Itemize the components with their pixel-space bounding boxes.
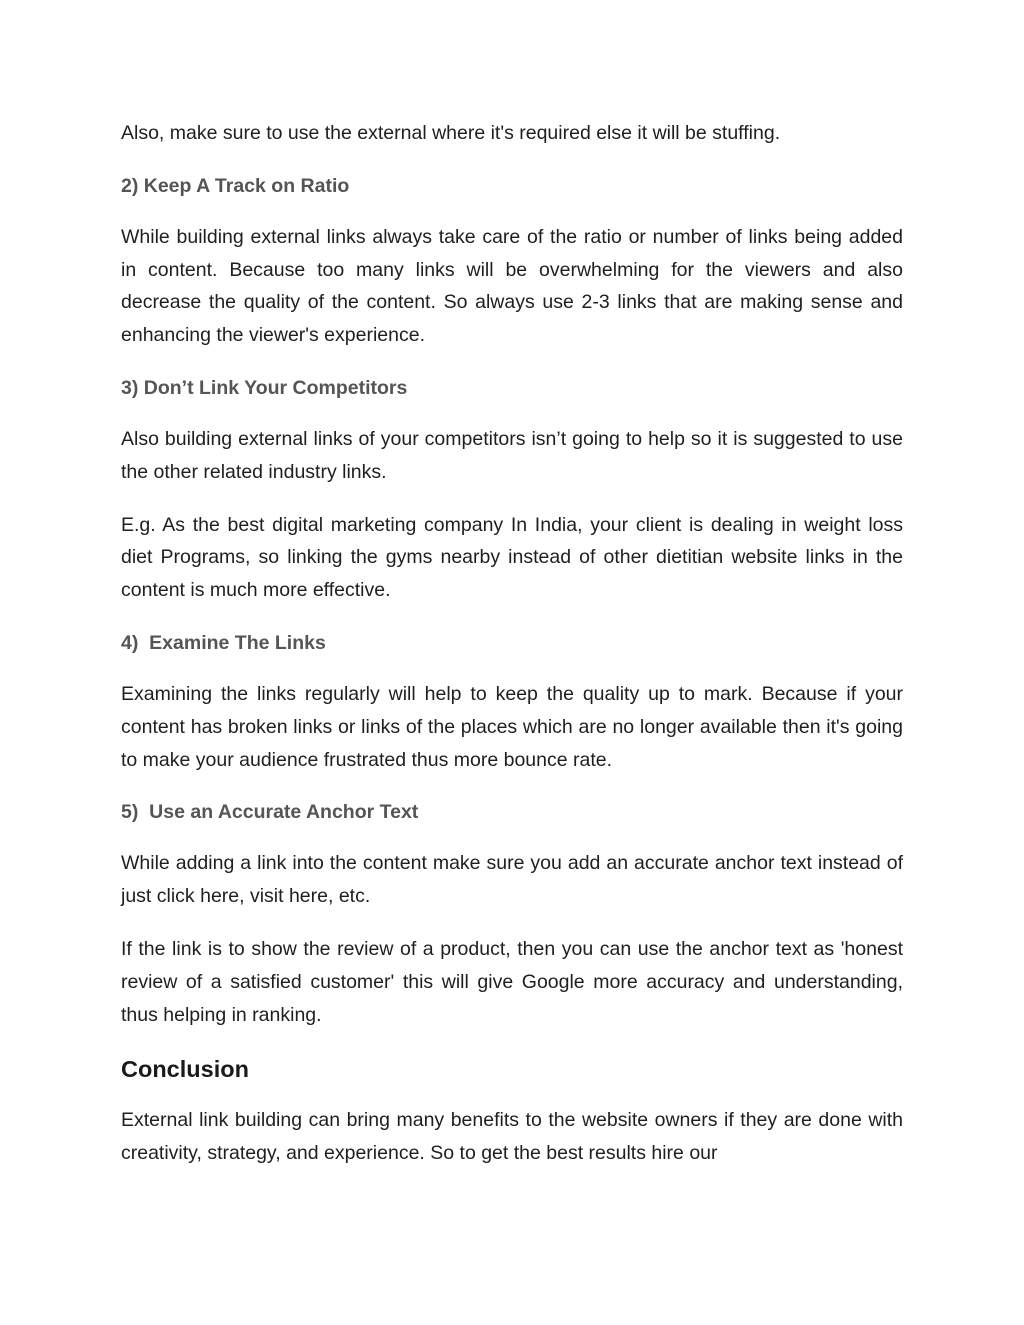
paragraph-conclusion: External link building can bring many benefits to the website owners if they are done with creativity, strategy, and experience. So to get the best results hire our [121,1109,903,1165]
heading-conclusion: Conclusion [121,1056,249,1083]
heading-dont-link-competitors: 3) Don’t Link Your Competitors [121,376,408,399]
paragraph-competitors: Also building external links of your competitors isn’t going to help so it is suggested to use the other related industry links. [121,427,903,483]
paragraph-anchor-text: While adding a link into the content make sure you add an accurate anchor text instead of just click here, visit here, etc. [121,852,903,908]
paragraph-review-anchor: If the link is to show the review of a product, then you can use the anchor text as 'honest review of a satisfied customer' this will give Google more accuracy and understanding, thus helping in ranking. [121,937,903,1026]
heading-anchor-text: 5) Use an Accurate Anchor Text [121,801,419,824]
paragraph-ratio: While building external links always take care of the ratio or number of links being added in content. Because too many links will be overwhelming for the viewers and also decrease the quality of the content. So always use 2-3 links that are making sense and enhancing the viewer's experience. [121,225,903,347]
heading-keep-track-ratio: 2) Keep A Track on Ratio [121,174,350,197]
intro-paragraph: Also, make sure to use the external where it's required else it will be stuffing. [121,122,781,144]
document-content [121,117,903,1190]
paragraph-examine: Examining the links regularly will help to keep the quality up to mark. Because if your content has broken links or links of the places which are no longer available then it's going to make your audience frustrated thus more bounce rate. [121,682,903,771]
paragraph-example: E.g. As the best digital marketing company In India, your client is dealing in weight loss diet Programs, so linking the gyms nearby instead of other dietitian website links in the content is much more effective. [121,513,903,602]
heading-examine-links: 4) Examine The Links [121,631,326,654]
